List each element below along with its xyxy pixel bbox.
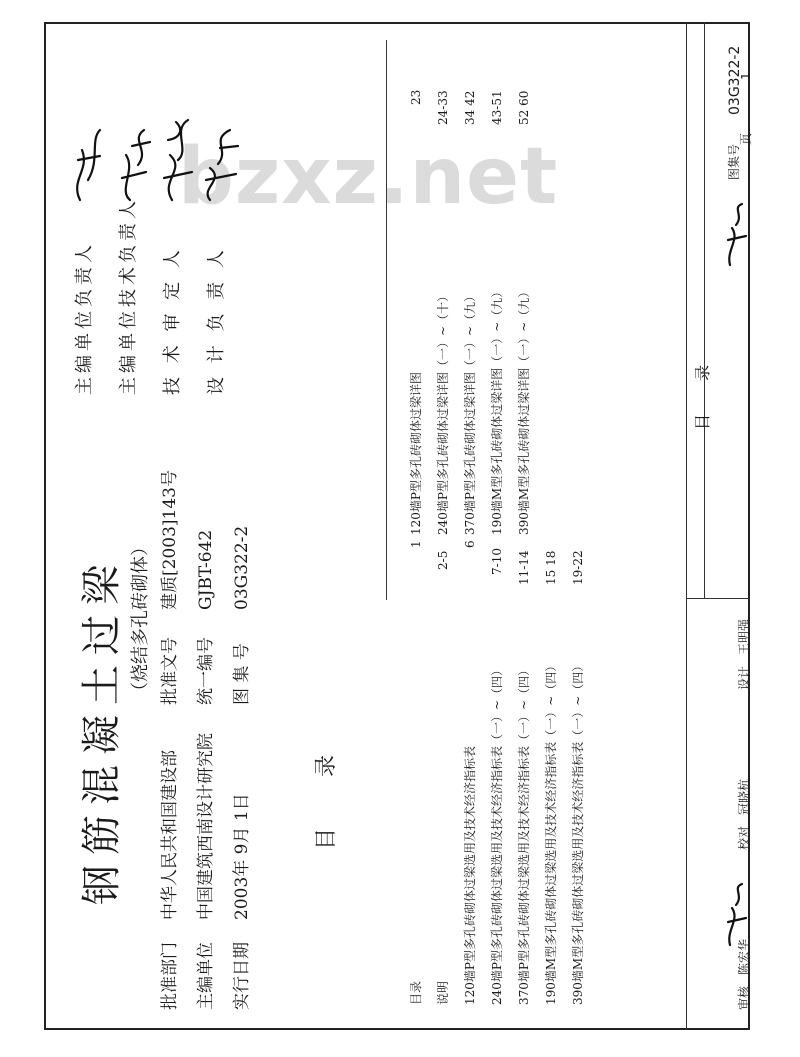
toc-item: 240墙P型多孔砖砌体过梁详图（一）~（十）	[436, 289, 450, 535]
toc-page: 1	[409, 540, 423, 548]
toc-page: 11-14	[517, 550, 531, 585]
toc-item: 240墙P型多孔砖砌体过梁选用及技术经济指标表（一）~（四）	[490, 663, 504, 1005]
atlas-no-value: 03G322-2	[232, 525, 252, 610]
toc-item: 390墙M型多孔砖砌体过梁选用及技术经济指标表（一）~（四）	[571, 659, 585, 1005]
toc-item: 说明	[436, 980, 450, 1005]
page-number: 1	[739, 72, 753, 80]
sheet-title: 目 录	[693, 350, 712, 430]
toc-heading: 目 录	[314, 733, 339, 850]
atlas-number: 03G322-2	[727, 45, 743, 115]
toc-page: 24-33	[436, 90, 450, 125]
signature-image	[722, 200, 752, 270]
toc-page: 6	[463, 540, 477, 548]
signature-image	[722, 880, 752, 950]
editor-unit-value: 中国建筑西南设计研究院	[196, 733, 216, 920]
divider-info-roles	[386, 40, 387, 600]
watermark: bzxz.net	[178, 132, 559, 222]
approval-no-label: 批准文号	[160, 637, 180, 705]
toc-item: 390墙M型多孔砖砌体过梁详图（一）~（九）	[517, 285, 531, 535]
document-title: 钢筋混凝土过梁	[79, 555, 125, 905]
check-label: 校对	[737, 825, 751, 850]
toc-item: 370墙P型多孔砖砌体过梁选用及技术经济指标表（一）~（四）	[517, 663, 531, 1005]
toc-page: 19-22	[571, 550, 585, 585]
design-name: 王明强	[737, 618, 751, 655]
review-label: 审核	[737, 985, 751, 1010]
toc-page: 23	[409, 89, 423, 105]
toc-item: 120墙P型多孔砖砌体过梁详图	[409, 372, 423, 535]
title-block-divider	[686, 22, 687, 1030]
unified-no-value: GJBT-642	[196, 529, 216, 610]
review-name: 陈宏华	[737, 938, 751, 975]
toc-page: 43-51	[490, 90, 504, 125]
atlas-label: 图集号	[727, 143, 741, 180]
toc-item: 目录	[409, 980, 423, 1005]
role-design-lead: 设 计 负 责 人	[206, 246, 227, 395]
role-tech-reviewer: 技 术 审 定 人	[162, 246, 183, 395]
signature-image	[60, 60, 260, 210]
check-name: 冠晓杭	[737, 778, 751, 815]
page-label: 页	[739, 132, 753, 145]
toc-item: 120墙P型多孔砖砌体过梁选用及技术经济指标表	[463, 746, 477, 1005]
unified-no-label: 统一编号	[196, 637, 216, 705]
effective-date-value: 2003年 9月 1日	[232, 793, 252, 920]
approval-dept-value: 中华人民共和国建设部	[160, 750, 180, 920]
toc-item: 190墙M型多孔砖砌体过梁选用及技术经济指标表（一）~（四）	[544, 659, 558, 1005]
title-block-rule	[686, 598, 750, 599]
toc-page: 52 60	[517, 90, 531, 125]
design-label: 设计	[737, 665, 751, 690]
toc-item: 370墙P型多孔砖砌体过梁详图（一）~（九）	[463, 289, 477, 535]
effective-date-label: 实行日期	[232, 942, 252, 1010]
toc-page: 34 42	[463, 90, 477, 125]
editor-unit-label: 主编单位	[196, 942, 216, 1010]
role-tech-chief: 主编单位技术负责人	[118, 197, 139, 395]
document-subtitle: （烧结多孔砖砌体）	[130, 538, 151, 700]
approval-dept-label: 批准部门	[160, 942, 180, 1010]
approval-no-value: 建质[2003]143号	[160, 470, 180, 610]
title-block-subdivider	[704, 22, 705, 598]
toc-page: 2-5	[436, 550, 450, 570]
toc-item: 190墙M型多孔砖砌体过梁详图（一）~（九）	[490, 285, 504, 535]
toc-page: 7-10	[490, 548, 504, 575]
atlas-no-label: 图 集 号	[232, 643, 252, 705]
role-chief-editor: 主编单位负责人	[74, 241, 95, 395]
toc-page: 15 18	[544, 550, 558, 585]
